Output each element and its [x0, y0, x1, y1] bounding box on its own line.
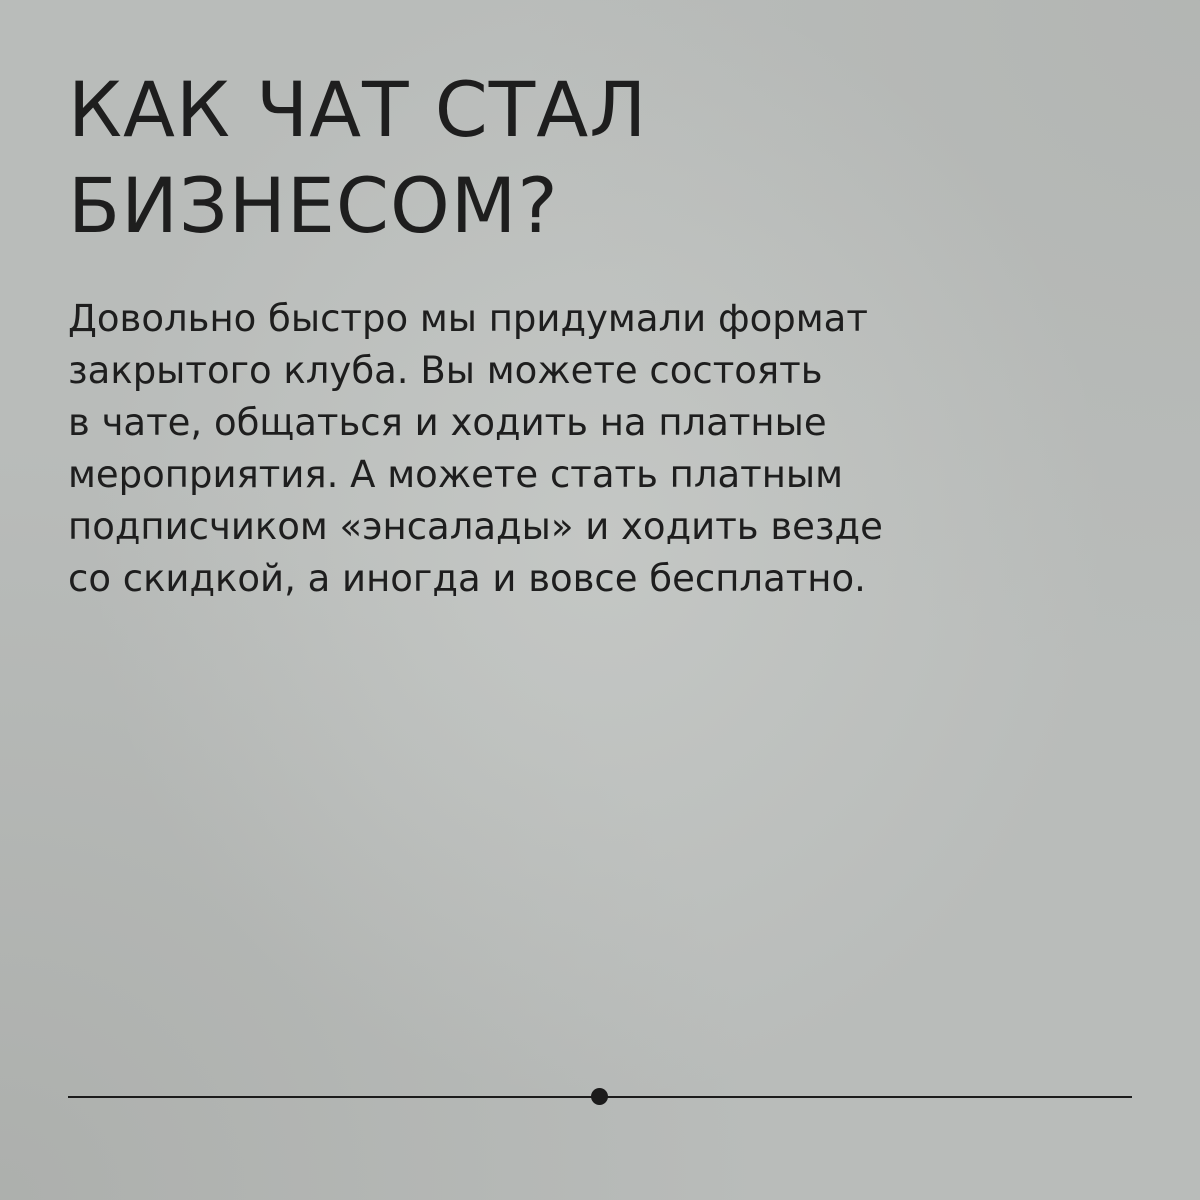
title-line-2: БИЗНЕСОМ? — [68, 161, 559, 250]
body-line: со скидкой, а иногда и вовсе бесплатно. — [68, 557, 866, 600]
body-line: Довольно быстро мы придумали формат — [68, 297, 868, 340]
title-line-1: КАК ЧАТ СТАЛ — [68, 65, 648, 154]
divider-dot-icon — [591, 1088, 608, 1105]
body-paragraph — [68, 293, 1148, 605]
body-line: подписчиком «энсалады» и ходить везде — [68, 505, 883, 548]
body-line: в чате, общаться и ходить на платные — [68, 401, 827, 444]
page-title — [68, 62, 1068, 254]
body-line: мероприятия. А можете стать платным — [68, 453, 844, 496]
body-line: закрытого клуба. Вы можете состоять — [68, 349, 823, 392]
